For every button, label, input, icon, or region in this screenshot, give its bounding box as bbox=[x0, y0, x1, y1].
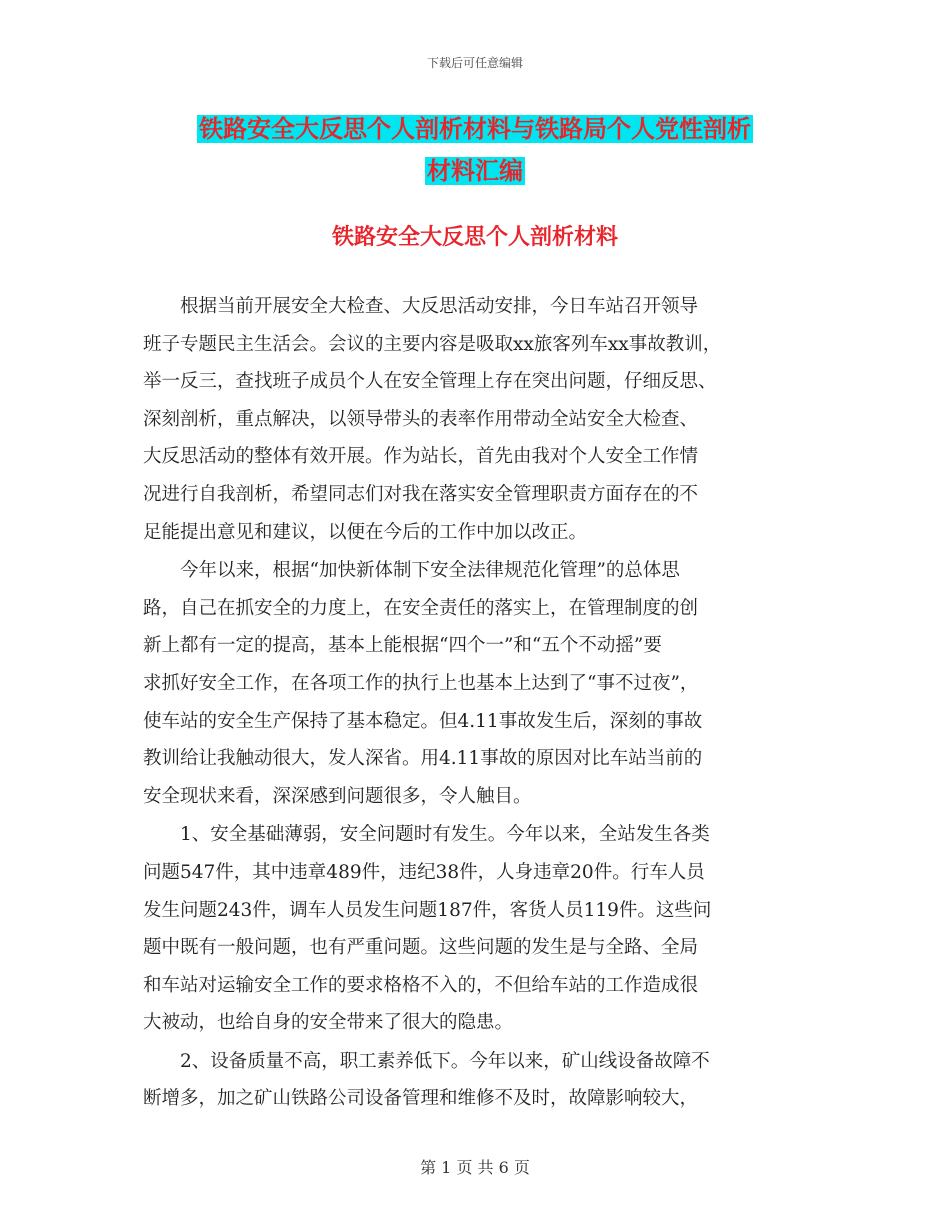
paragraph bbox=[143, 288, 813, 551]
paragraph bbox=[143, 552, 813, 815]
paragraph-line: 问题547件，其中违章489件，违纪38件，人身违章20件。行车人员 bbox=[143, 861, 705, 883]
paragraph-line: 新上都有一定的提高，基本上能根据“四个一”和“五个不动摇”要 bbox=[143, 635, 662, 657]
document-body bbox=[143, 288, 813, 1119]
paragraph-line: 和车站对运输安全工作的要求格格不入的，不但给车站的工作造成很 bbox=[143, 974, 699, 996]
paragraph-line: 深刻剖析，重点解决，以领导带头的表率作用带动全站安全大检查、 bbox=[143, 408, 699, 430]
paragraph bbox=[143, 816, 813, 1042]
paragraph-line: 使车站的安全生产保持了基本稳定。但4.11事故发生后，深刻的事故 bbox=[143, 710, 703, 732]
paragraph-line: 2、设备质量不高，职工素养低下。今年以来，矿山线设备故障不 bbox=[143, 1050, 710, 1072]
paragraph-line: 况进行自我剖析，希望同志们对我在落实安全管理职责方面存在的不 bbox=[143, 483, 699, 505]
page-footer: 第 1 页 共 6 页 bbox=[420, 1158, 530, 1177]
document-title bbox=[0, 108, 950, 192]
paragraph-line: 安全现状来看，深深感到问题很多，令人触目。 bbox=[143, 785, 532, 807]
paragraph-line: 1、安全基础薄弱，安全问题时有发生。今年以来，全站发生各类 bbox=[143, 824, 710, 846]
paragraph-line: 根据当前开展安全大检查、大反思活动安排，今日车站召开领导 bbox=[143, 296, 699, 317]
paragraph-line: 题中既有一般问题，也有严重问题。这些问题的发生是与全路、全局 bbox=[143, 937, 699, 959]
paragraph-line: 求抓好安全工作，在各项工作的执行上也基本上达到了“事不过夜”， bbox=[143, 672, 699, 694]
header-note: 下载后可任意编辑 bbox=[426, 56, 523, 70]
paragraph bbox=[143, 1043, 813, 1118]
section-title: 铁路安全大反思个人剖析材料 bbox=[331, 225, 618, 250]
paragraph-line: 路，自己在抓安全的力度上，在安全责任的落实上，在管理制度的创 bbox=[143, 597, 699, 619]
paragraph-line: 足能提出意见和建议，以便在今后的工作中加以改正。 bbox=[143, 521, 588, 543]
paragraph-line: 今年以来，根据“加快新体制下安全法律规范化管理”的总体思 bbox=[143, 560, 680, 582]
paragraph-line: 班子专题民主生活会。会议的主要内容是吸取xx旅客列车xx事故教训， bbox=[143, 333, 722, 355]
paragraph-line: 大反思活动的整体有效开展。作为站长，首先由我对个人安全工作情 bbox=[143, 446, 699, 468]
paragraph-line: 断增多，加之矿山铁路公司设备管理和维修不及时，故障影响较大， bbox=[143, 1088, 699, 1110]
title-line-1: 铁路安全大反思个人剖析材料与铁路局个人党性剖析 bbox=[199, 115, 751, 143]
paragraph-line: 发生问题243件，调车人员发生问题187件，客货人员119件。这些问 bbox=[143, 899, 712, 921]
paragraph-line: 举一反三，查找班子成员个人在安全管理上存在突出问题，仔细反思、 bbox=[143, 371, 717, 393]
title-line-2: 材料汇编 bbox=[427, 157, 523, 185]
paragraph-line: 教训给让我触动很大，发人深省。用4.11事故的原因对比车站当前的 bbox=[143, 748, 703, 770]
paragraph-line: 大被动，也给自身的安全带来了很大的隐患。 bbox=[143, 1012, 514, 1034]
